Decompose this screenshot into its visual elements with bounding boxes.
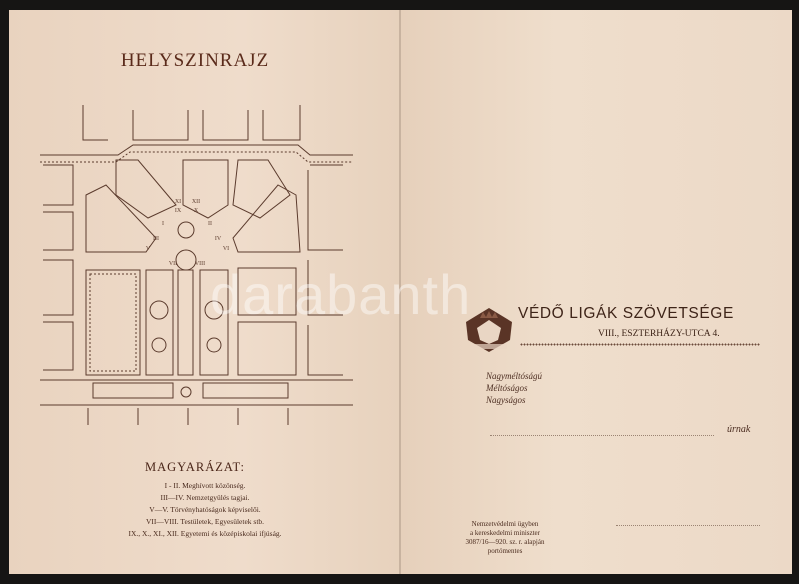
map-block <box>308 170 343 250</box>
map-block <box>43 212 73 250</box>
map-number: VIII <box>194 261 206 267</box>
organization-name: VÉDŐ LIGÁK SZÖVETSÉGE <box>518 305 734 322</box>
postal-line: 3087/16—920. sz. r. alapján <box>465 538 545 546</box>
map-ornament <box>207 338 221 352</box>
salutation: Méltóságos <box>486 383 528 393</box>
map-block <box>86 270 140 375</box>
signature-line <box>616 525 760 526</box>
map-park <box>178 270 193 375</box>
map-monument <box>176 250 196 270</box>
map-block <box>86 185 156 252</box>
map-block <box>203 383 288 398</box>
salutation: Nagyméltóságú <box>486 371 542 381</box>
map-ornament <box>150 301 168 319</box>
map-title: HELYSZINRAJZ <box>120 50 270 71</box>
map-number: II <box>208 221 212 227</box>
salutation: Nagyságos <box>486 395 526 405</box>
map-block <box>83 105 108 140</box>
recipient-suffix: úrnak <box>727 424 751 435</box>
map-number: XII <box>191 199 201 205</box>
map-number: I <box>162 221 164 227</box>
watermark: darabanth <box>210 263 472 326</box>
map-ornament <box>152 338 166 352</box>
map-park <box>146 270 173 375</box>
map-monument <box>178 222 194 238</box>
postal-line: portómentes <box>487 547 523 555</box>
organization-address: VIII., ESZTERHÁZY-UTCA 4. <box>598 329 720 339</box>
map-number: VII <box>168 261 178 267</box>
legend-item: III—IV. Nemzetgyülés tagjai. <box>160 493 250 502</box>
map-number: XI <box>174 199 182 205</box>
legend-item: V—V. Törvényhatóságok képviselői. <box>149 505 261 514</box>
map-block <box>116 160 176 218</box>
map-number: III <box>153 236 159 242</box>
map-block <box>43 260 73 315</box>
map-number: IV <box>214 236 222 242</box>
map-number: VI <box>222 246 230 252</box>
map-number: X <box>193 208 199 214</box>
recipient-line <box>490 435 714 436</box>
map-block <box>93 383 173 398</box>
map-road <box>40 145 353 155</box>
map-block <box>233 160 290 218</box>
map-block <box>88 408 288 425</box>
map-block <box>238 322 296 375</box>
map-block <box>308 325 343 375</box>
map-block <box>90 274 136 371</box>
postal-line: a kereskedelmi miniszter <box>470 529 540 537</box>
legend-item: VII—VIII. Testületek, Egyesületek stb. <box>145 517 265 526</box>
map-block <box>183 160 228 218</box>
map-block <box>43 322 73 370</box>
legend-item: I - II. Meghívott közönség. <box>164 481 246 490</box>
map-block <box>203 110 248 140</box>
map-block <box>263 105 300 140</box>
salutations <box>486 370 542 406</box>
dotted-divider <box>520 343 760 346</box>
postal-line: Nemzetvédelmi ügyben <box>471 520 539 528</box>
map-number: V <box>145 246 151 252</box>
map-number: IX <box>174 208 182 214</box>
legend-item: IX., X., XI., XII. Egyetemi és középiskolai ifjúság. <box>128 529 282 538</box>
map-block <box>133 110 188 140</box>
postal-note <box>440 520 570 556</box>
map-block <box>43 165 73 205</box>
legend-title: MAGYARÁZAT: <box>145 460 245 474</box>
map-fountain <box>181 387 191 397</box>
legend <box>80 480 330 540</box>
